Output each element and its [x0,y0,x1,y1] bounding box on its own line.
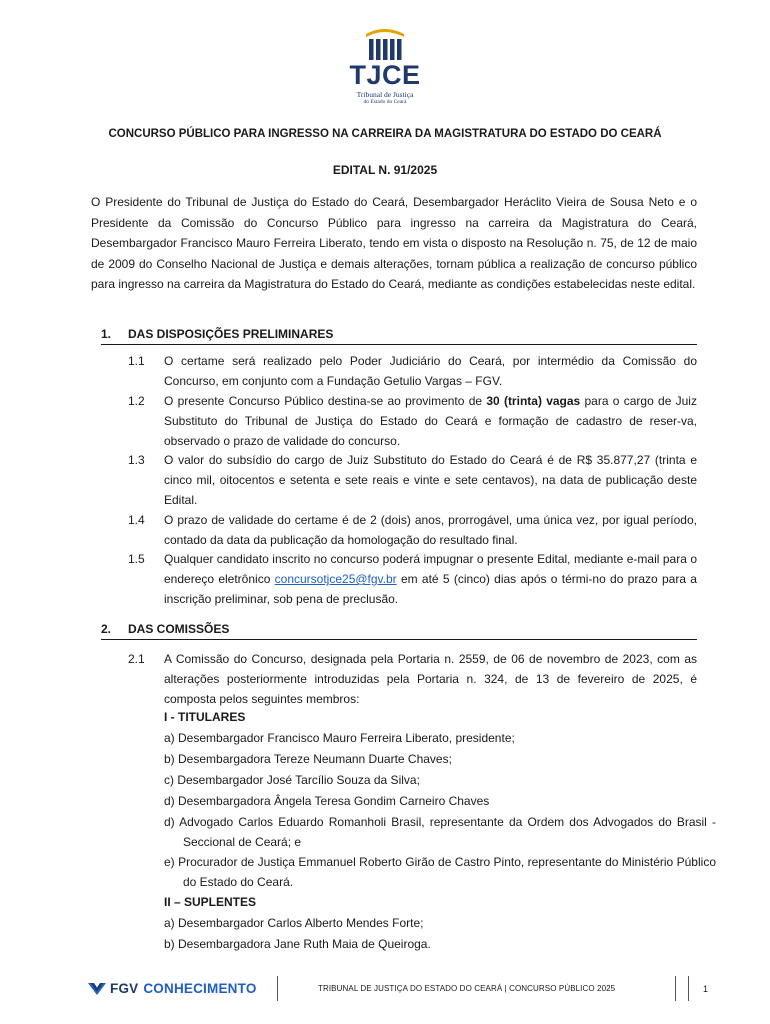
tjce-logo [340,26,430,106]
page-number: 1 [703,984,709,994]
section-1-heading [101,326,333,342]
member-item: d) Desembargadora Ângela Teresa Gondim Carneiro Chaves [164,794,490,808]
footer-text: TRIBUNAL DE JUSTIÇA DO ESTADO DO CEARÁ | CONCURSO PÚBLICO 2025 [318,984,616,993]
member-item: a) Desembargador Francisco Mauro Ferreira Liberato, presidente; [164,731,515,745]
footer-divider [675,976,676,1001]
list-item [128,391,697,451]
item-text: O presente Concurso Público destina-se ao provimento de 30 (trinta) vagas para o cargo de Juiz Substituto do Tribunal de Justiça do Estado do Ceará e formação de cadastro de reser-va, observado o prazo de validade do concurso. [164,394,697,448]
list-item [128,351,697,391]
member-item: b) Desembargadora Tereze Neumann Duarte Chaves; [164,752,452,766]
logo-subtitle: Tribunal de Justiça [356,90,414,99]
member-item: a) Desembargador Carlos Alberto Mendes Forte; [164,916,424,930]
item-number: 1.3 [128,453,145,467]
tjce-emblem-icon [363,26,407,62]
section-number: 2. [101,622,112,636]
email-link[interactable]: concursotjce25@fgv.br [274,572,397,586]
list-item [128,510,697,550]
fgv-conhecimento-logo [88,981,257,996]
item-text: O certame será realizado pelo Poder Judiciário do Ceará, por intermédio da Comissão do Concurso, em conjunto com a Fundação Getulio Vargas – FGV. [164,354,697,388]
member-item: d) Advogado Carlos Eduardo Romanholi Brasil, representante da Ordem dos Advogados do Brasil - Seccional de Ceará; e [164,815,716,849]
brand-fgv: FGV [110,981,139,996]
list-item [128,649,697,709]
edital-number: EDITAL N. 91/2025 [332,163,438,177]
member-item: e) Procurador de Justiça Emmanuel Roberto Girão de Castro Pinto, representante do Ministério Público do Estado do Ceará. [164,855,716,889]
section-divider [101,344,697,345]
intro-paragraph: O Presidente do Tribunal de Justiça do Estado do Ceará, Desembargador Heráclito Vieira de Sousa Neto e o Presidente da Comissão do Concurso Público para ingresso na carreira da Magistratura do Ceará, Desembargador Francisco Mauro Ferreira Liberato, tendo em vista o disposto na Resolução n. 75, de 12 de maio de 2009 do Conselho Nacional de Justiça e demais alterações, tornam pública a realização de concurso público para ingresso na carreira da Magistratura do Estado do Ceará, mediante as condições estabelecidas neste edital. [91,195,697,291]
section-title: DAS COMISSÕES [128,622,230,636]
section-title: DAS DISPOSIÇÕES PRELIMINARES [128,327,334,341]
footer-divider [277,976,278,1001]
member-item: c) Desembargador José Tarcílio Souza da Silva; [164,773,420,787]
vagas-highlight: 30 (trinta) vagas [486,394,581,408]
titulares-label: I - TITULARES [164,710,246,724]
item-text: O prazo de validade do certame é de 2 (dois) anos, prorrogável, uma única vez, por igual período, contado da data da publicação da homologação do resultado final. [164,513,697,547]
item-number: 1.4 [128,513,145,527]
item-text: A Comissão do Concurso, designada pela Portaria n. 2559, de 06 de novembro de 2023, com as alterações posteriormente introduzidas pela Portaria n. 324, de 13 de fevereiro de 2025, é composta pelos seguintes membros: [164,652,697,706]
item-number: 1.5 [128,552,145,566]
suplentes-label: II – SUPLENTES [164,895,257,909]
item-text: O valor do subsídio do cargo de Juiz Substituto do Estado do Ceará é de R$ 35.877,27 (trinta e cinco mil, oitocentos e setenta e sete reais e vinte e sete centavos), na data de publicação deste Edital. [164,453,697,507]
logo-subtitle-2: do Estado do Ceará [363,99,407,105]
section-number: 1. [101,327,112,341]
brand-conhecimento: CONHECIMENTO [143,981,257,996]
item-number: 1.1 [128,354,145,368]
footer-divider [688,976,689,1001]
section-divider [101,639,697,640]
member-item: b) Desembargadora Jane Ruth Maia de Queiroga. [164,937,431,951]
section-2-heading [101,621,229,637]
logo-title: TJCE [349,60,421,90]
fgv-chevron-icon [88,983,106,995]
item-number: 1.2 [128,394,145,408]
list-item [128,549,697,609]
document-title: CONCURSO PÚBLICO PARA INGRESSO NA CARREIRA DA MAGISTRATURA DO ESTADO DO CEARÁ [108,128,662,140]
list-item [128,450,697,510]
item-number: 2.1 [128,652,145,666]
item-text: Qualquer candidato inscrito no concurso poderá impugnar o presente Edital, mediante e-mail para o endereço eletrônico concursotjce25@fgv.br em até 5 (cinco) dias após o térmi-no do prazo para a inscrição preliminar, sob pena de preclusão. [164,552,697,606]
